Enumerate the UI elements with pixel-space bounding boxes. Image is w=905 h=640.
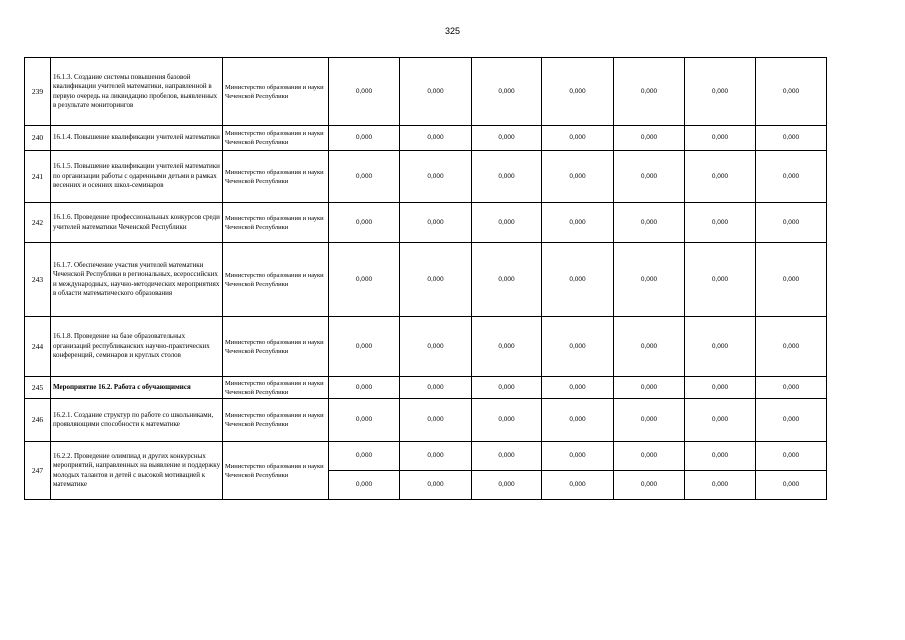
funding-value: 0,000: [400, 377, 472, 399]
table-row: [25, 151, 827, 203]
row-number: 247: [25, 442, 51, 500]
executor: Министерство образования и науки Чеченской Республики: [223, 442, 329, 500]
executor: Министерство образования и науки Чеченской Республики: [223, 377, 329, 399]
funding-value: 0,000: [400, 243, 472, 317]
funding-value: 0,000: [542, 399, 614, 442]
funding-value: 0,000: [756, 243, 827, 317]
funding-value: 0,000: [685, 317, 756, 377]
activity-name: 16.1.4. Повышение квалификации учителей математики: [53, 133, 220, 142]
budget-table: [24, 57, 827, 500]
activity-name-cell: [51, 317, 223, 377]
funding-value: 0,000: [329, 399, 400, 442]
funding-value: 0,000: [756, 126, 827, 151]
activity-name-cell: [51, 203, 223, 243]
funding-value: 0,000: [756, 399, 827, 442]
funding-value: 0,000: [685, 243, 756, 317]
funding-value: 0,000: [614, 58, 685, 126]
funding-value: 0,000: [542, 442, 614, 471]
funding-value: 0,000: [400, 471, 472, 500]
funding-value: 0,000: [329, 151, 400, 203]
funding-value: 0,000: [685, 471, 756, 500]
table-row: [25, 317, 827, 377]
executor: Министерство образования и науки Чеченской Республики: [223, 203, 329, 243]
funding-value: 0,000: [614, 399, 685, 442]
table-row: [25, 377, 827, 399]
funding-value: 0,000: [542, 126, 614, 151]
executor: Министерство образования и науки Чеченской Республики: [223, 151, 329, 203]
funding-value: 0,000: [400, 126, 472, 151]
executor: Министерство образования и науки Чеченской Республики: [223, 243, 329, 317]
funding-value: 0,000: [472, 377, 542, 399]
funding-value: 0,000: [542, 203, 614, 243]
funding-value: 0,000: [400, 442, 472, 471]
table-row: [25, 243, 827, 317]
funding-value: 0,000: [400, 399, 472, 442]
funding-value: 0,000: [472, 317, 542, 377]
funding-value: 0,000: [542, 58, 614, 126]
funding-value: 0,000: [472, 151, 542, 203]
table-row: [25, 442, 827, 471]
funding-value: 0,000: [685, 377, 756, 399]
funding-value: 0,000: [614, 151, 685, 203]
executor: Министерство образования и науки Чеченской Республики: [223, 399, 329, 442]
row-number: 245: [25, 377, 51, 399]
funding-value: 0,000: [400, 317, 472, 377]
row-number: 240: [25, 126, 51, 151]
activity-name: 16.2.2. Проведение олимпиад и других конкурсных мероприятий, направленных на выявление и поддержку молодых талантов и детей с высокой мотивацией к математике: [53, 451, 221, 488]
funding-value: 0,000: [400, 151, 472, 203]
funding-value: 0,000: [329, 471, 400, 500]
funding-value: 0,000: [400, 203, 472, 243]
funding-value: 0,000: [614, 442, 685, 471]
funding-value: 0,000: [614, 203, 685, 243]
funding-value: 0,000: [542, 317, 614, 377]
funding-value: 0,000: [329, 203, 400, 243]
funding-value: 0,000: [685, 399, 756, 442]
activity-name: 16.1.5. Повышение квалификации учителей математики по организации работы с одаренными детьми в рамках весенних и осенних школ-семинаров: [53, 162, 220, 190]
executor: Министерство образования и науки Чеченской Республики: [223, 58, 329, 126]
funding-value: 0,000: [685, 151, 756, 203]
funding-value: 0,000: [756, 151, 827, 203]
funding-value: 0,000: [756, 377, 827, 399]
activity-name: 16.1.7. Обеспечение участия учителей математики Чеченской Республики в региональных, всероссийских и международных, научно-методических мероприятиях в области математического образования: [53, 260, 220, 297]
funding-value: 0,000: [756, 58, 827, 126]
funding-value: 0,000: [472, 442, 542, 471]
table-row: [25, 126, 827, 151]
funding-value: 0,000: [400, 58, 472, 126]
funding-value: 0,000: [614, 317, 685, 377]
activity-name-cell: [51, 442, 223, 500]
row-number: 244: [25, 317, 51, 377]
funding-value: 0,000: [472, 203, 542, 243]
activity-name-cell: [51, 377, 223, 399]
funding-value: 0,000: [756, 471, 827, 500]
activity-name: 16.2.1. Создание структур по работе со школьниками, проявляющими способности к математике: [53, 410, 214, 428]
funding-value: 0,000: [329, 58, 400, 126]
activity-name: Мероприятие 16.2. Работа с обучающимися: [53, 382, 191, 391]
funding-value: 0,000: [614, 377, 685, 399]
funding-value: 0,000: [542, 377, 614, 399]
activity-name: 16.1.8. Проведение на базе образовательных организаций республиканских научно-практических конференций, семинаров и круглых столов: [53, 332, 210, 360]
funding-value: 0,000: [542, 151, 614, 203]
funding-value: 0,000: [329, 243, 400, 317]
activity-name-cell: [51, 399, 223, 442]
funding-value: 0,000: [756, 203, 827, 243]
table-row: [25, 399, 827, 442]
page-number: 325: [444, 26, 461, 36]
funding-value: 0,000: [329, 317, 400, 377]
funding-value: 0,000: [472, 126, 542, 151]
activity-name-cell: [51, 58, 223, 126]
funding-value: 0,000: [329, 126, 400, 151]
funding-value: 0,000: [685, 442, 756, 471]
funding-value: 0,000: [614, 126, 685, 151]
executor: Министерство образования и науки Чеченской Республики: [223, 126, 329, 151]
row-number: 242: [25, 203, 51, 243]
funding-value: 0,000: [756, 317, 827, 377]
funding-value: 0,000: [614, 243, 685, 317]
funding-value: 0,000: [685, 203, 756, 243]
row-number: 246: [25, 399, 51, 442]
funding-value: 0,000: [614, 471, 685, 500]
funding-value: 0,000: [542, 243, 614, 317]
activity-name-cell: [51, 126, 223, 151]
funding-value: 0,000: [685, 58, 756, 126]
row-number: 243: [25, 243, 51, 317]
table-row: [25, 203, 827, 243]
activity-name-cell: [51, 243, 223, 317]
funding-value: 0,000: [685, 126, 756, 151]
funding-value: 0,000: [472, 58, 542, 126]
funding-value: 0,000: [472, 243, 542, 317]
activity-name: 16.1.3. Создание системы повышения базовой квалификации учителей математики, направленной в первую очередь на ликвидацию пробелов, выявленных в результате мониторингов: [53, 72, 218, 109]
funding-value: 0,000: [472, 399, 542, 442]
activity-name: 16.1.6. Проведение профессиональных конкурсов среди учителей математики Чеченской Республики: [53, 213, 220, 231]
funding-value: 0,000: [756, 442, 827, 471]
row-number: 239: [25, 58, 51, 126]
activity-name-cell: [51, 151, 223, 203]
funding-value: 0,000: [542, 471, 614, 500]
executor: Министерство образования и науки Чеченской Республики: [223, 317, 329, 377]
funding-value: 0,000: [329, 442, 400, 471]
funding-value: 0,000: [329, 377, 400, 399]
funding-value: 0,000: [472, 471, 542, 500]
table-row: [25, 58, 827, 126]
row-number: 241: [25, 151, 51, 203]
